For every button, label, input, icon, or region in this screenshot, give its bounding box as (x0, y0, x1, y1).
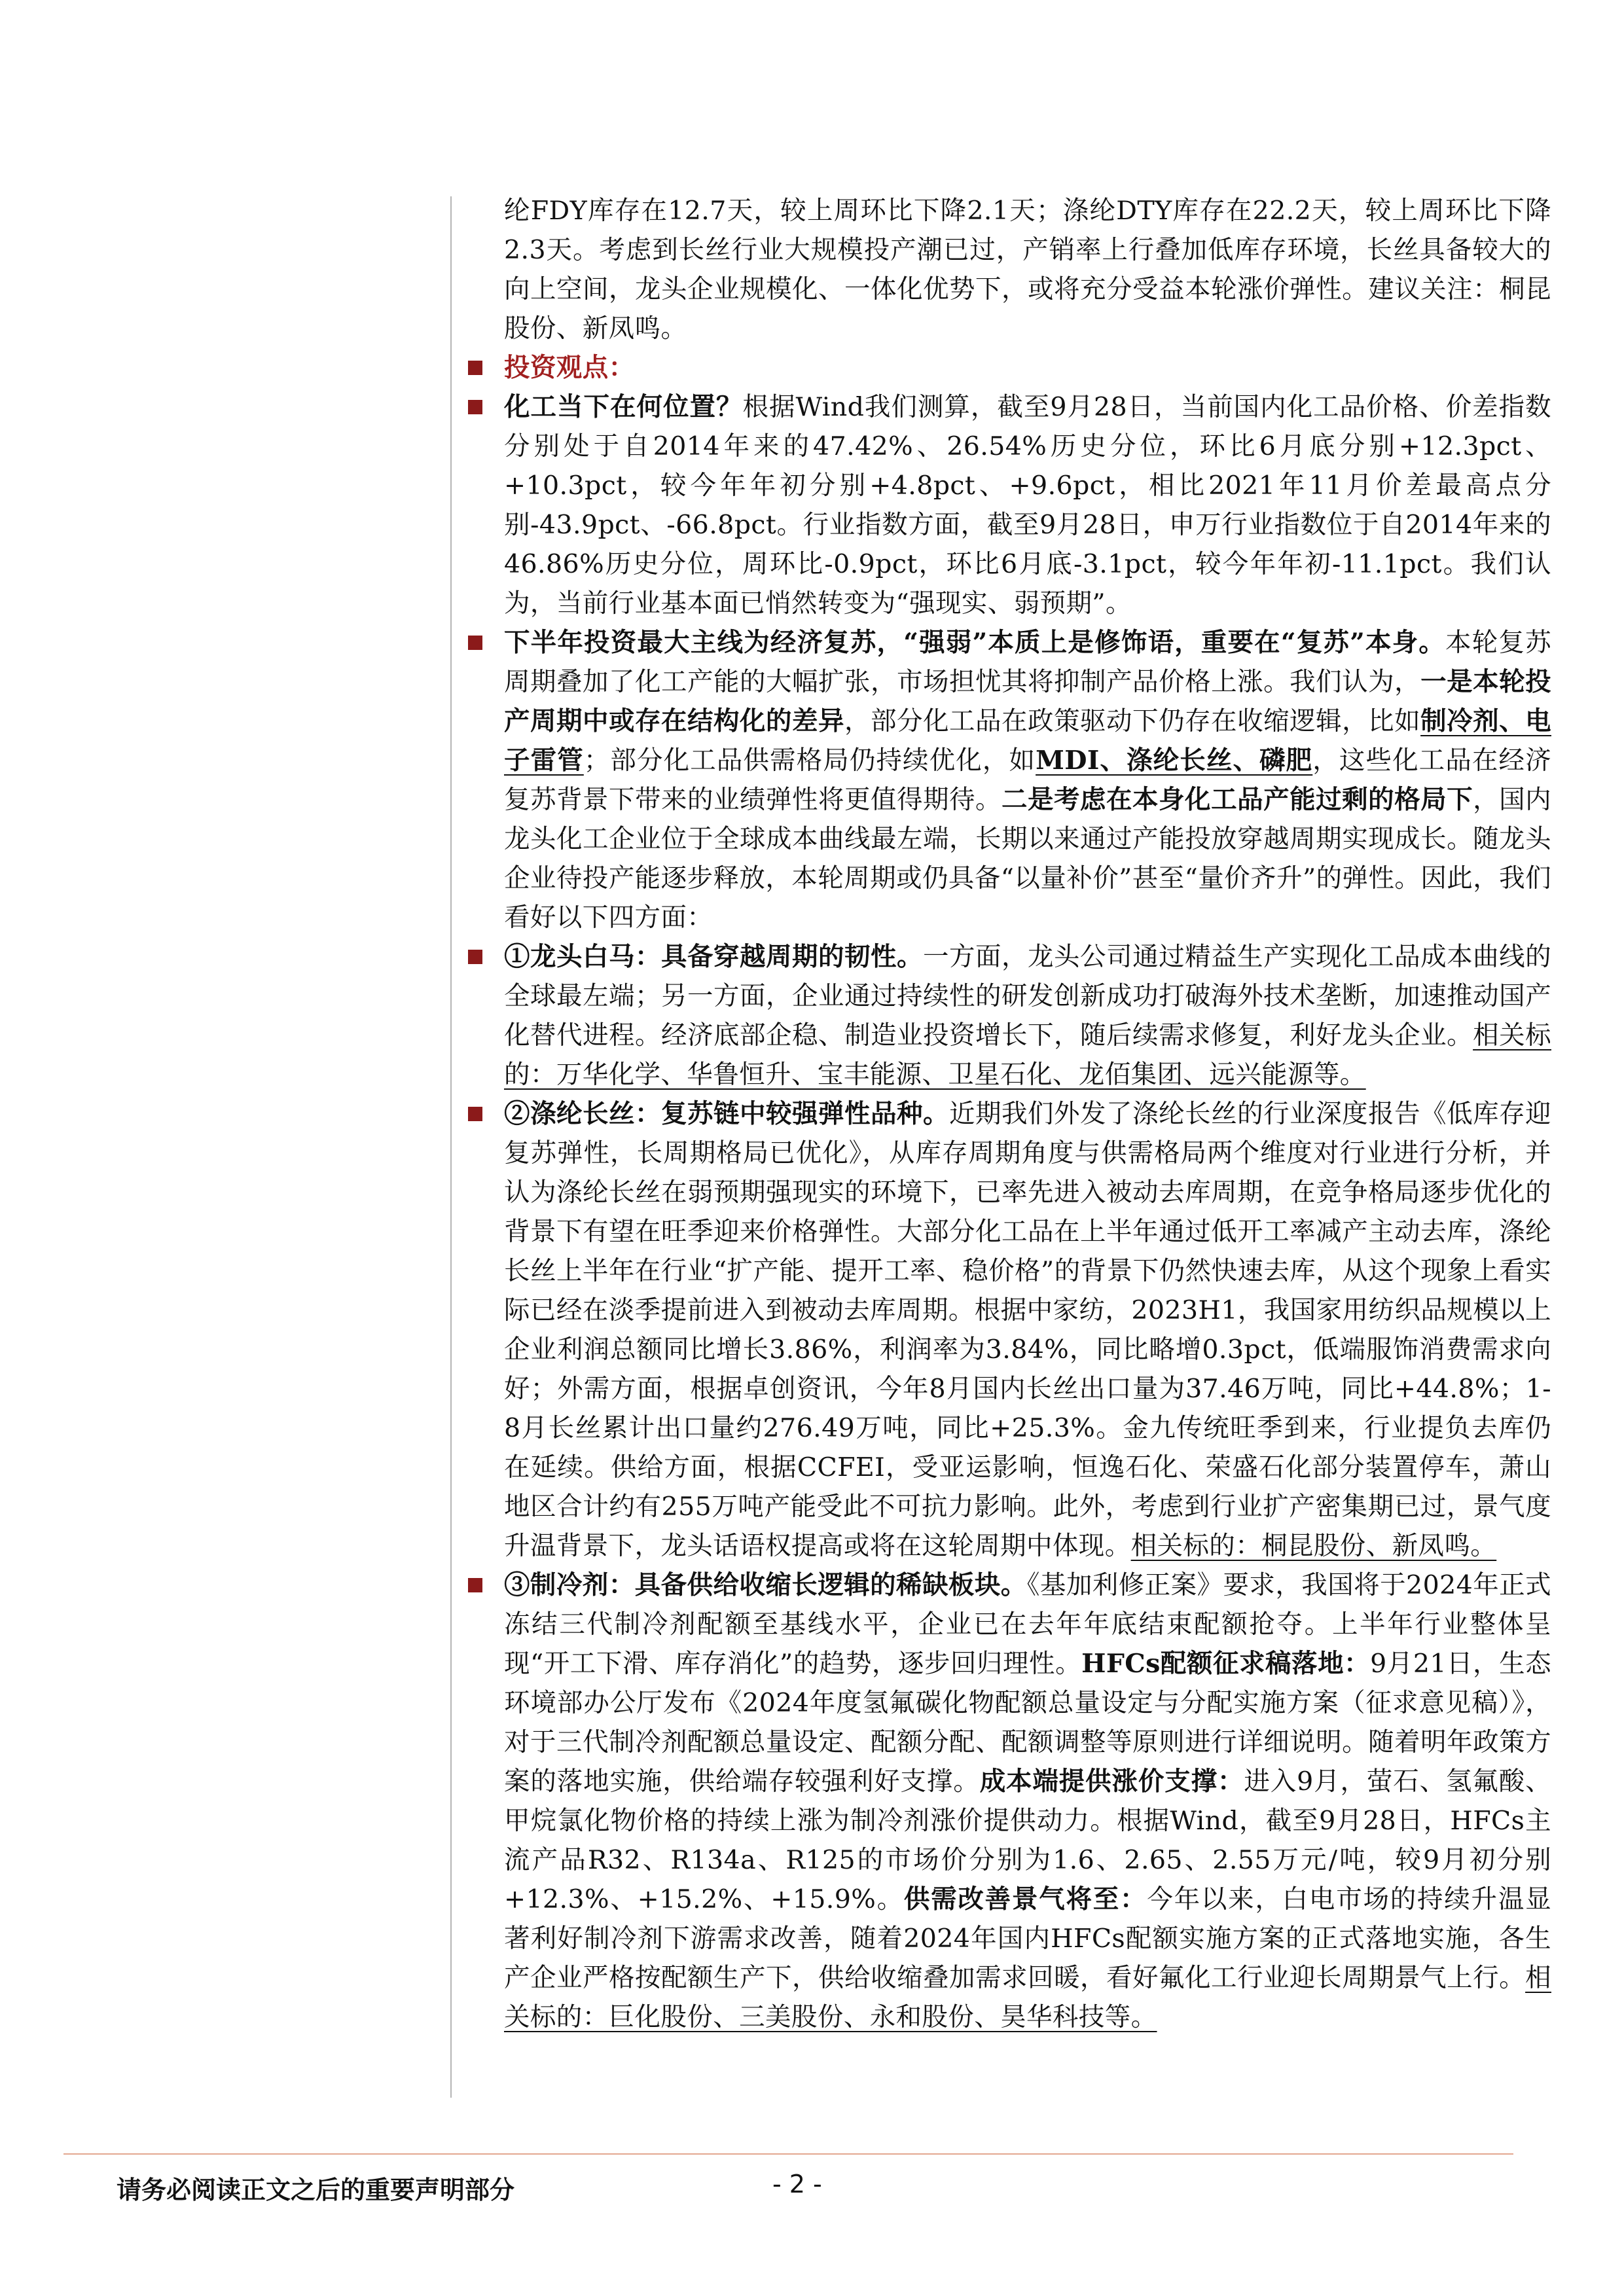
bullet-emphasis: 供需改善景气将至： (903, 1884, 1147, 1914)
highlight-products: MDI、涤纶长丝、磷肥 (1036, 745, 1313, 776)
bullet-lead: 下半年投资最大主线为经济复苏，“强弱”本质上是修饰语，重要在“复苏”本身。 (504, 628, 1446, 658)
bullet-text: 《基加利修正案》要求，我国将于2024年正式冻结三代制冷剂配额至基线水平，企业已在去年年底结束配额抢夺。上半年行业整体呈现“开工下滑、库存消化”的趋势，逐步回归理性。 (504, 1570, 1551, 1679)
bullet-square-icon (468, 1107, 482, 1121)
intro-text: 纶FDY库存在12.7天，较上周环比下降2.1天；涤纶DTY库存在22.2天，较上周环比下降2.3天。考虑到长丝行业大规模投产潮已过，产销率上行叠加低库存环境，长丝具备较大的向上空间，龙头企业规模化、一体化优势下，或将充分受益本轮涨价弹性。建议关注：桐昆股份、新凤鸣。 (504, 196, 1551, 344)
bullet-square-icon (468, 950, 482, 964)
section-heading (504, 348, 1551, 387)
bullet-leading-bluechips (504, 937, 1551, 1094)
bullet-text: 进入9月，萤石、氢氟酸、甲烷氯化物价格的持续上涨为制冷剂涨价提供动力。根据Wind，截至9月28日，HFCs主流产品R32、R134a、R125的市场价分别为1.6、2.65、2.55万元/吨，较9月初分别+12.3%、+15.2%、+15.9%。 (504, 1767, 1552, 1914)
bullet-square-icon (468, 361, 482, 375)
bullet-emphasis: 二是考虑在本身化工品产能过剩的格局下 (1001, 785, 1473, 815)
bullet-text: 9月21日，生态环境部办公厅发布《2024年度氢氟碳化物配额总量设定与分配实施方案（征求意见稿）》，对于三代制冷剂配额总量设定、配额分配、配额调整等原则进行详细说明。随着明年政策方案的落地实施，供给端存较强利好支撑。 (504, 1649, 1552, 1797)
left-margin-rule (450, 196, 452, 2098)
bullet-lead: ①龙头白马：具备穿越周期的韧性。 (504, 942, 924, 972)
bullet-text: 近期我们外发了涤纶长丝的行业深度报告《低库存迎复苏弹性，长周期格局已优化》，从库存周期角度与供需格局两个维度对行业进行分析，并认为涤纶长丝在弱预期强现实的环境下，已率先进入被动去库周期，在竞争格局逐步优化的背景下有望在旺季迎来价格弹性。大部分化工品在上半年通过低开工率减产主动去库，涤纶长丝上半年在行业“扩产能、提开工率、稳价格”的背景下仍然快速去库，从这个现象上看实际已经在淡季提前进入到被动去库周期。根据中家纺，2023H1，我国家用纺织品规模以上企业利润总额同比增长3.86%，利润率为3.84%，同比略增0.3pct，低端服饰消费需求向好；外需方面，根据卓创资讯，今年8月国内长丝出口量为37.46万吨，同比+44.8%；1-8月长丝累计出口量约276.49万吨，同比+25.3%。金九传统旺季到来，行业提负去库仍在延续。供给方面，根据CCFEI，受亚运影响，恒逸石化、荣盛石化部分装置停车，萧山地区合计约有255万吨产能受此不可抗力影响。此外，考虑到行业扩产密集期已过，景气度升温背景下，龙头话语权提高或将在这轮周期中体现。 (504, 1099, 1551, 1561)
highlight-products: 制冷剂、电子雷管 (504, 706, 1552, 776)
bullet-text: 根据Wind我们测算，截至9月28日，当前国内化工品价格、价差指数分别处于自2014年来的47.42%、26.54%历史分位，环比6月底分别+12.3pct、+10.3pct，较今年年初分别+4.8pct、+9.6pct，相比2021年11月价差最高点分别-43.9pct、-66.8pct。行业指数方面，截至9月28日，申万行业指数位于自2014年来的46.86%历史分位，周环比-0.9pct，环比6月底-3.1pct，较今年年初-11.1pct。我们认为，当前行业基本面已悄然转变为“强现实、弱预期”。 (504, 392, 1551, 619)
bullet-economic-recovery (504, 623, 1551, 937)
bullet-text: 今年以来，白电市场的持续升温显著利好制冷剂下游需求改善，随着2024年国内HFCs配额实施方案的正式落地实施，各生产企业严格按配额生产下，供给收缩叠加需求回暖，看好氟化工行业迎长周期景气上行。 (504, 1884, 1552, 1993)
document-body (504, 191, 1551, 2037)
bullet-emphasis: 一是本轮投产周期中或存在结构化的差异 (504, 667, 1552, 736)
footer-disclaimer: 请务必阅读正文之后的重要声明部分 (117, 2176, 515, 2204)
bullet-square-icon (468, 636, 482, 650)
bullet-text: 本轮复苏周期叠加了化工产能的大幅扩张，市场担忧其将抑制产品价格上涨。我们认为， (504, 628, 1551, 697)
bullet-square-icon (468, 400, 482, 414)
bullet-text: ；部分化工品供需格局仍持续优化，如 (583, 745, 1036, 776)
bullet-emphasis: HFCs配额征求稿落地： (1081, 1649, 1371, 1679)
bullet-square-icon (468, 1578, 482, 1592)
page-number: - 2 - (772, 2170, 822, 2198)
bullet-polyester-filament (504, 1094, 1551, 1566)
intro-paragraph (504, 191, 1551, 348)
bullet-lead: ②涤纶长丝：复苏链中较强弹性品种。 (504, 1099, 950, 1129)
related-stocks: 相关标的：巨化股份、三美股份、永和股份、昊华科技等。 (504, 1963, 1551, 2032)
related-stocks: 相关标的：桐昆股份、新凤鸣。 (1130, 1531, 1497, 1561)
bullet-refrigerant (504, 1566, 1551, 2037)
bullet-emphasis: 成本端提供涨价支撑： (979, 1767, 1244, 1797)
investment-view-heading: 投资观点： (504, 353, 635, 383)
bullet-text: 一方面，龙头公司通过精益生产实现化工品成本曲线的全球最左端；另一方面，企业通过持续性的研发创新成功打破海外技术垄断，加速推动国产化替代进程。经济底部企稳、制造业投资增长下，随后续需求修复，利好龙头企业。 (504, 942, 1551, 1050)
bullet-lead: 化工当下在何位置？ (504, 392, 743, 422)
related-stocks: 相关标的：万华化学、华鲁恒升、宝丰能源、卫星石化、龙佰集团、远兴能源等。 (504, 1020, 1551, 1090)
bullet-text: ，这些化工品在经济复苏背景下带来的业绩弹性将更值得期待。 (504, 745, 1551, 815)
bullet-text: ，部分化工品在政策驱动下仍存在收缩逻辑，比如 (844, 706, 1421, 736)
bullet-text: ，国内龙头化工企业位于全球成本曲线最左端，长期以来通过产能投放穿越周期实现成长。随龙头企业待投产能逐步释放，本轮周期或仍具备“以量补价”甚至“量价齐升”的弹性。因此，我们看好以下四方面： (504, 785, 1551, 933)
bullet-chemical-position (504, 387, 1551, 623)
bullet-lead: ③制冷剂：具备供给收缩长逻辑的稀缺板块。 (504, 1570, 1027, 1600)
footer-divider (63, 2153, 1513, 2155)
